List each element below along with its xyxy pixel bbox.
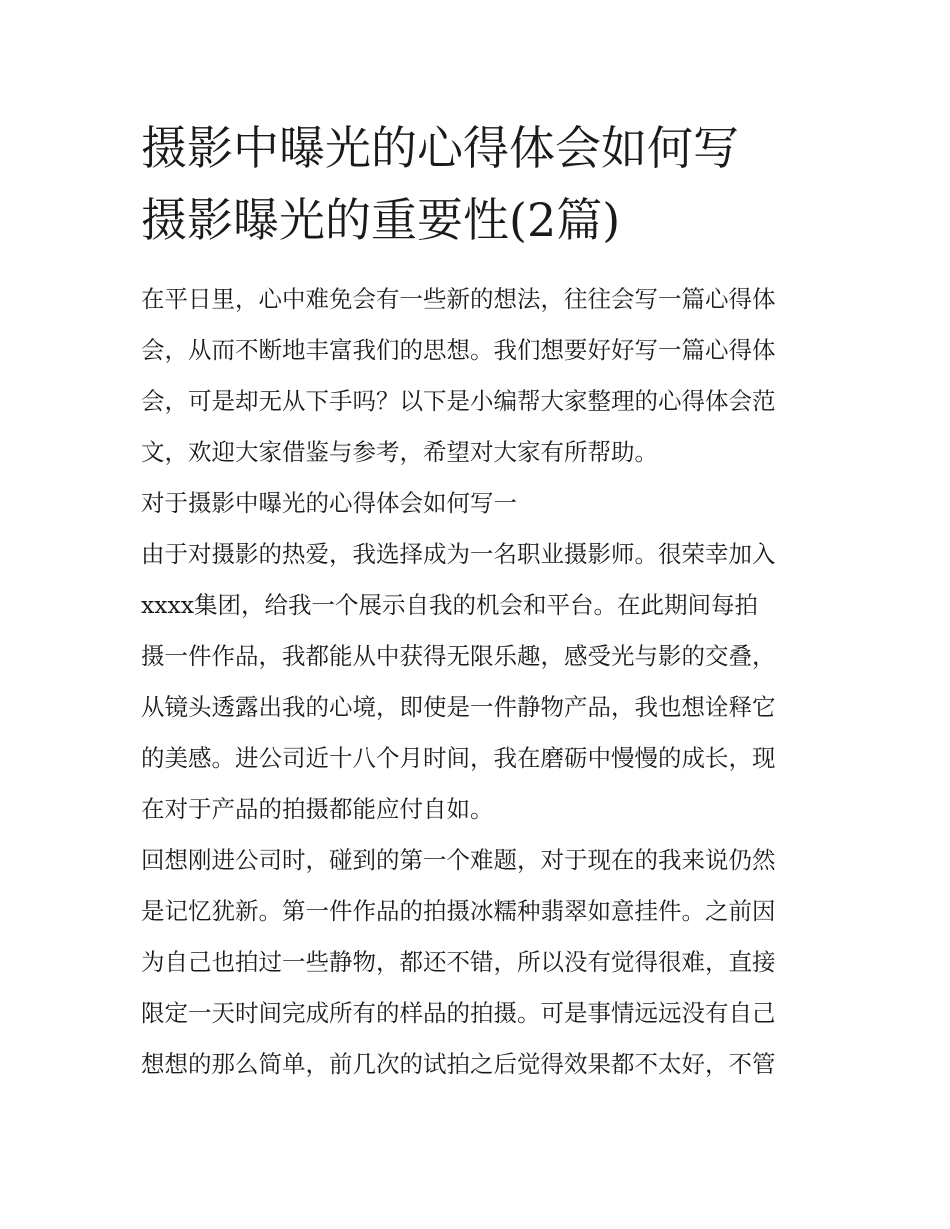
text-line: 由于对摄影的热爱，我选择成为一名职业摄影师。很荣幸加入 [141,540,776,568]
text-line: 文，欢迎大家借鉴与参考，希望对大家有所帮助。 [141,438,658,466]
title-line: 摄影中曝光的心得体会如何写 [141,121,739,175]
text-line: 想想的那么简单，前几次的试拍之后觉得效果都不太好，不管 [141,1050,776,1078]
intro-paragraph [141,274,811,478]
text-line: 在平日里，心中难免会有一些新的想法，往往会写一篇心得体 [141,285,776,313]
text-line: 限定一天时间完成所有的样品的拍摄。可是事情远远没有自己 [141,999,776,1027]
text-line: 的美感。进公司近十八个月时间，我在磨砺中慢慢的成长，现 [141,744,776,772]
document-title [141,112,811,256]
document-body [141,112,811,1090]
title-line: 摄影曝光的重要性(2篇) [141,193,621,247]
body-paragraph [141,529,811,835]
text-line: 为自己也拍过一些静物，都还不错，所以没有觉得很难，直接 [141,948,776,976]
text-line: 对于摄影中曝光的心得体会如何写一 [141,489,517,517]
text-line: 会，可是却无从下手吗？以下是小编帮大家整理的心得体会范 [141,387,776,415]
body-paragraph [141,835,811,1090]
text-line: 会，从而不断地丰富我们的思想。我们想要好好写一篇心得体 [141,336,776,364]
text-line: 摄一件作品，我都能从中获得无限乐趣，感受光与影的交叠， [141,642,776,670]
text-line: 在对于产品的拍摄都能应付自如。 [141,795,494,823]
text-line: 是记忆犹新。第一件作品的拍摄冰糯种翡翠如意挂件。之前因 [141,897,776,925]
section-heading [141,478,811,529]
text-line: 回想刚进公司时，碰到的第一个难题，对于现在的我来说仍然 [141,846,776,874]
text-line: xxxx集团，给我一个展示自我的机会和平台。在此期间每拍 [141,591,759,619]
text-line: 从镜头透露出我的心境，即使是一件静物产品，我也想诠释它 [141,693,776,721]
